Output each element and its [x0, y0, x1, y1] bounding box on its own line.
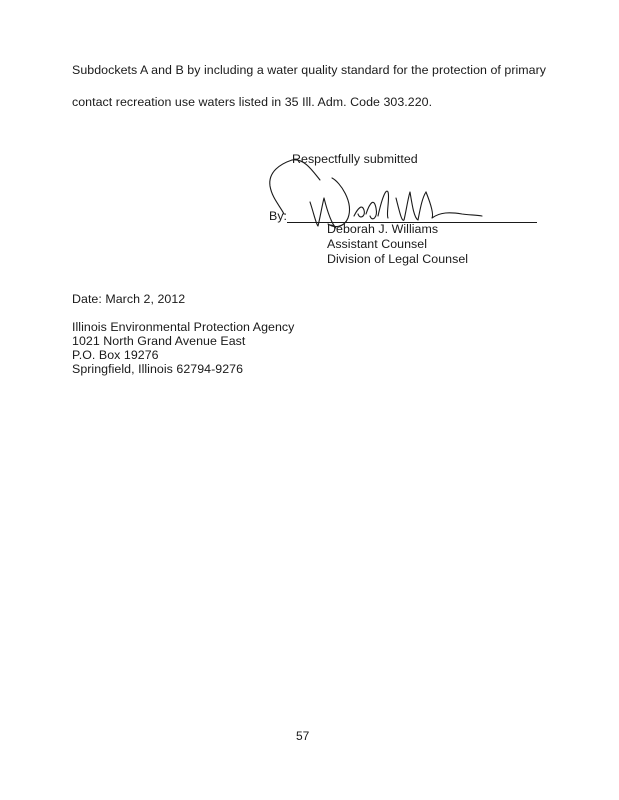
body-text-line-1: Subdockets A and B by including a water quality standard for the protection of primary — [72, 63, 547, 77]
signer-name: Deborah J. Williams — [327, 222, 439, 236]
page-number: 57 — [296, 729, 310, 743]
address-street: 1021 North Grand Avenue East — [72, 334, 246, 348]
body-text-line-2: contact recreation use waters listed in 35 Ill. Adm. Code 303.220. — [72, 95, 433, 109]
address-po-box: P.O. Box 19276 — [72, 348, 159, 362]
signer-title: Assistant Counsel — [327, 237, 428, 251]
respectfully-submitted: Respectfully submitted — [292, 152, 418, 166]
by-label: By: — [269, 209, 288, 223]
address-organization: Illinois Environmental Protection Agency — [72, 320, 295, 334]
address-city-state-zip: Springfield, Illinois 62794-9276 — [72, 362, 244, 376]
signer-division: Division of Legal Counsel — [327, 252, 469, 266]
date-line: Date: March 2, 2012 — [72, 292, 186, 306]
